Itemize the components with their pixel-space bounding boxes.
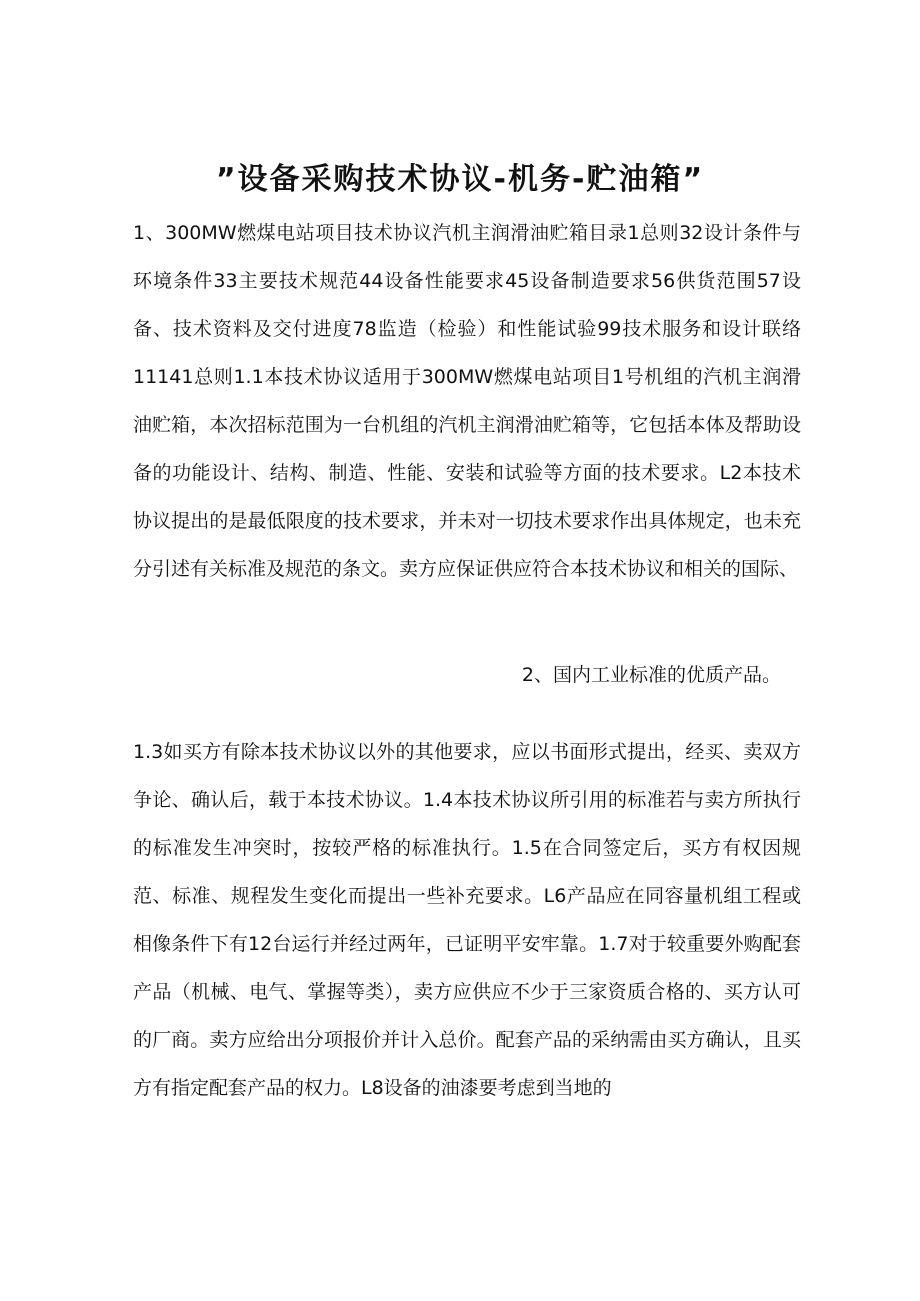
paragraph-2: 2、国内工业标准的优质产品。 (521, 664, 781, 686)
document-title: ”设备采购技术协议-机务-贮油箱” (215, 162, 705, 198)
paragraph-3: 1.3如买方有除本技术协议以外的其他要求，应以书面形式提出，经买、卖双方争论、确认后，载于本技术协议。1.4本技术协议所引用的标准若与卖方所执行的标准发生冲突时，按较严格的标准执行。1.5在合同签定后，买方有权因规范、标准、规程发生变化而提出一些补充要求。L6产品应在同容量机组工程或相像条件下有12台运行并经过两年，已证明平安牢靠。1.7对于较重要外购配套产品（机械、电气、掌握等类），卖方应供应不少于三家资质合格的、买方认可的厂商。卖方应给出分项报价并计入总价。配套产品的采纳需由买方确认，且买方有指定配套产品的权力。L8设备的油漆要考虑到当地的 (133, 741, 801, 1099)
paragraph-1: 1、300MW燃煤电站项目技术协议汽机主润滑油贮箱目录1总则32设计条件与环境条件33主要技术规范44设备性能要求45设备制造要求56供货范围57设备、技术资料及交付进度78监造（检验）和性能试验99技术服务和设计联络11141总则1.1本技术协议适用于300MW燃煤电站项目1号机组的汽机主润滑油贮箱，本次招标范围为一台机组的汽机主润滑油贮箱等，它包括本体及帮助设备的功能设计、结构、制造、性能、安装和试验等方面的技术要求。L2本技术协议提出的是最低限度的技术要求，并未对一切技术要求作出具体规定，也未充分引述有关标准及规范的条文。卖方应保证供应符合本技术协议和相关的国际、 (133, 222, 801, 580)
